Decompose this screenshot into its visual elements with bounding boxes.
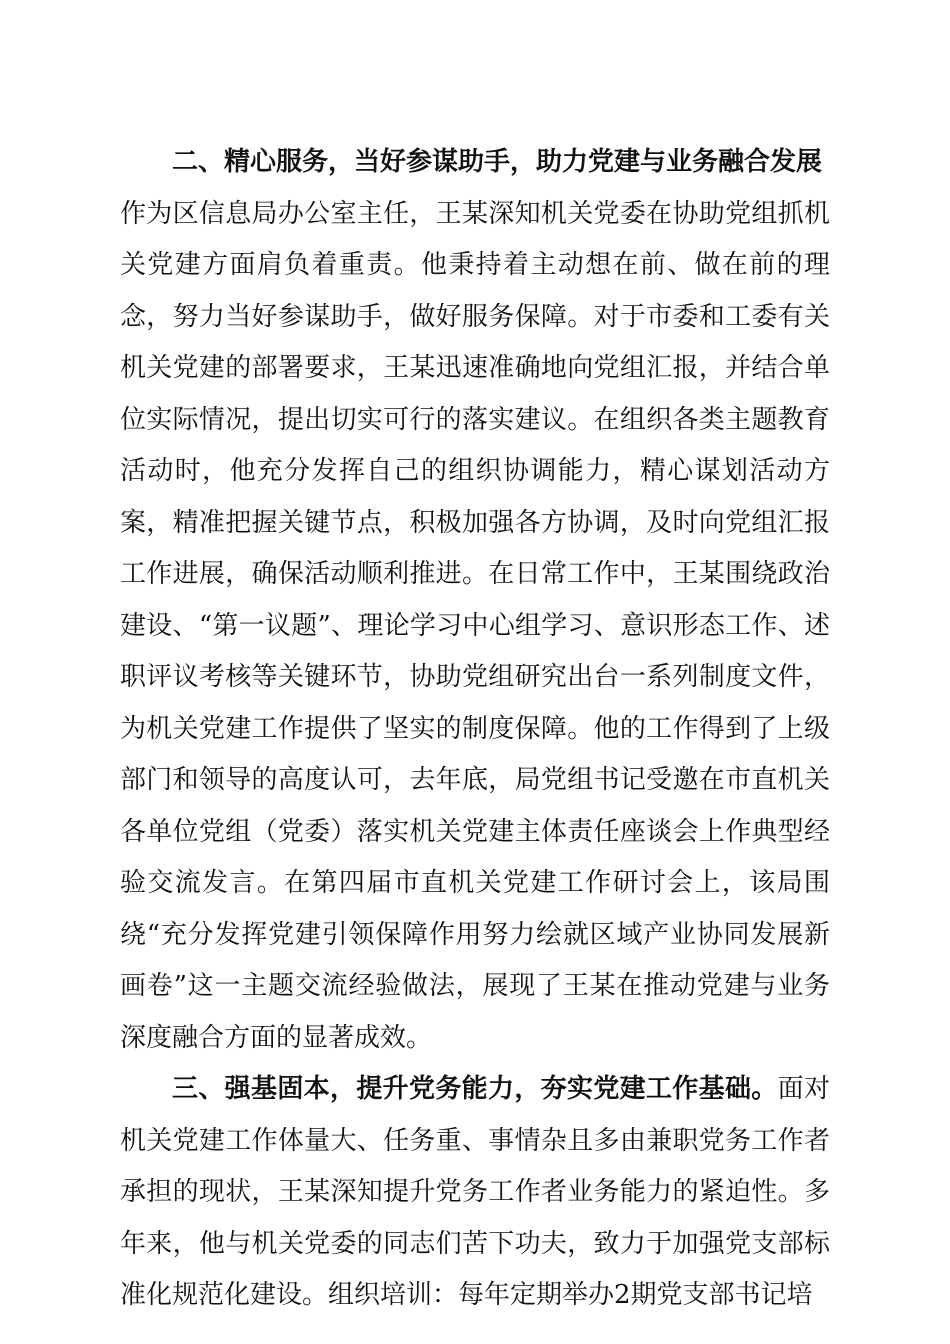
section-3-paragraph — [120, 1064, 830, 1322]
section-3-body: 面对机关党建工作体量大、任务重、事情杂且多由兼职党务工作者承担的现状，王某深知提升党务工作者业务能力的紧迫性。多年来，他与机关党委的同志们苦下功夫，致力于加强党支部标准化规范化建设。组织培训：每年定期举办2期党支部书记培 — [120, 1074, 830, 1310]
section-3-heading: 三、强基固本，提升党务能力，夯实党建工作基础。 — [172, 1074, 778, 1104]
section-2-heading: 二、精心服务，当好参谋助手，助力党建与业务融合发展 — [172, 147, 823, 177]
section-2-body: 作为区信息局办公室主任，王某深知机关党委在协助党组抓机关党建方面肩负着重责。他秉持着主动想在前、做在前的理念，努力当好参谋助手，做好服务保障。对于市委和工委有关机关党建的部署要求，王某迅速准确地向党组汇报，并结合单位实际情况，提出切实可行的落实建议。在组织各类主题教育活动时，他充分发挥自己的组织协调能力，精心谋划活动方案，精准把握关键节点，积极加强各方协调，及时向党组汇报工作进展，确保活动顺利推进。在日常工作中，王某围绕政治建设、“第一议题”、理论学习中心组学习、意识形态工作、述职评议考核等关键环节，协助党组研究出台一系列制度文件，为机关党建工作提供了坚实的制度保障。他的工作得到了上级部门和领导的高度认可，去年底，局党组书记受邀在市直机关各单位党组（党委）落实机关党建主体责任座谈会上作典型经验交流发言。在第四届市直机关党建工作研讨会上，该局围绕“充分发挥党建引领保障作用努力绘就区域产业协同发展新画卷”这一主题交流经验做法，展现了王某在推动党建与业务深度融合方面的显著成效。 — [120, 198, 830, 1053]
document-page — [120, 137, 830, 1322]
